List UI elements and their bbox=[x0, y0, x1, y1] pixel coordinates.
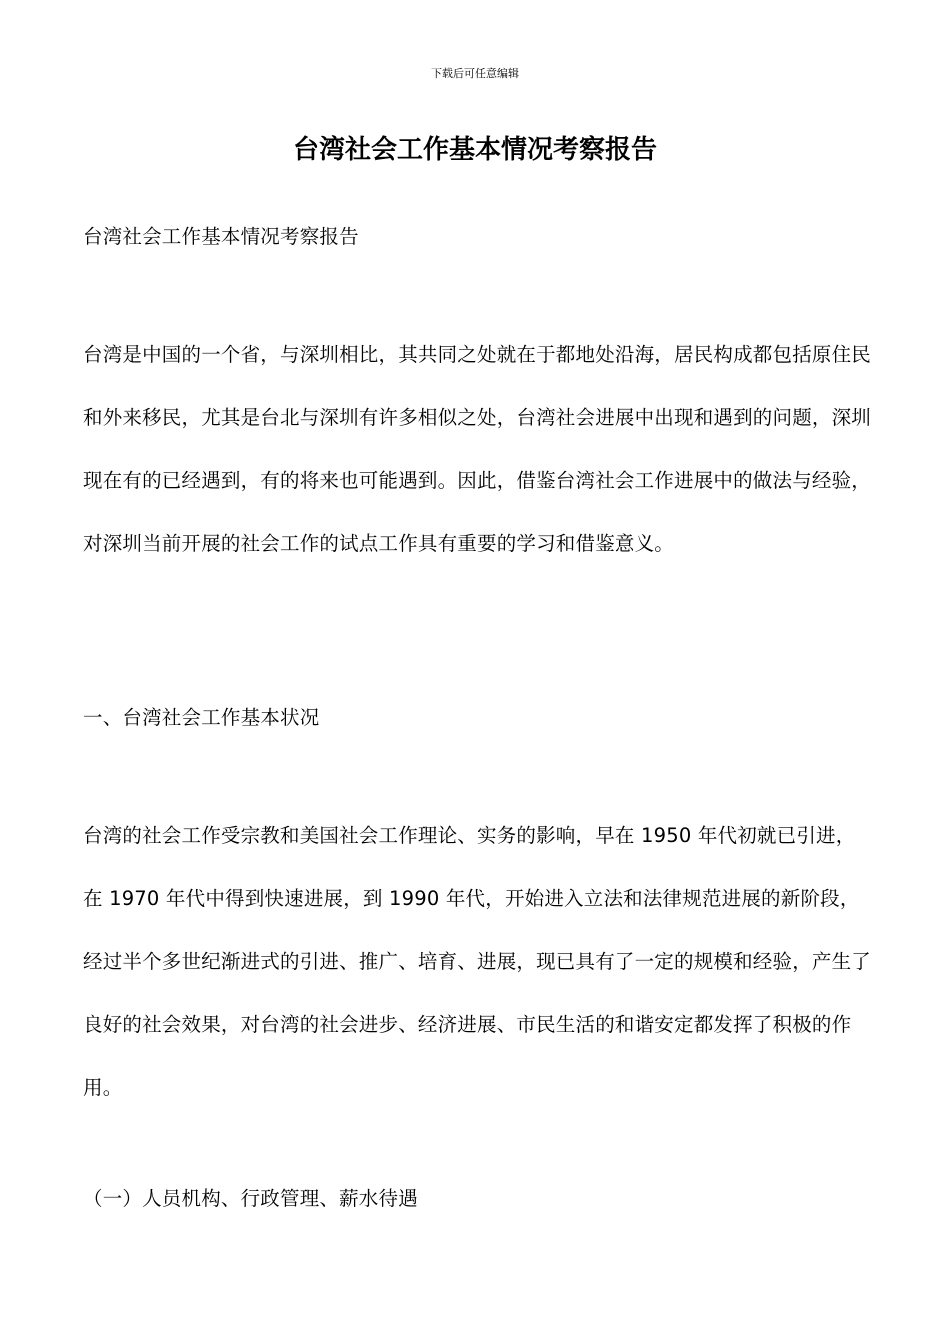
section-paragraph: 台湾的社会工作受宗教和美国社会工作理论、实务的影响，早在 1950 年代初就已引进，在 1970 年代中得到快速进展，到 1990 年代，开始进入立法和法律规范进展的新阶段，经过半个多世纪渐进式的引进、推广、培育、进展，现已具有了一定的规模和经验，产生了良好的社会效果，对台湾的社会进步、经济进展、市民生活的和谐安定都发挥了积极的作用。 bbox=[83, 824, 872, 1099]
section-heading: 一、台湾社会工作基本状况 bbox=[83, 706, 320, 729]
document-subtitle: 台湾社会工作基本情况考察报告 bbox=[83, 225, 359, 248]
intro-paragraph: 台湾是中国的一个省，与深圳相比，其共同之处就在于都地处沿海，居民构成都包括原住民和外来移民，尤其是台北与深圳有许多相似之处，台湾社会进展中出现和遇到的问题，深圳现在有的已经遇到，有的将来也可能遇到。因此，借鉴台湾社会工作进展中的做法与经验，对深圳当前开展的社会工作的试点工作具有重要的学习和借鉴意义。 bbox=[83, 343, 872, 555]
download-note: 下载后可任意编辑 bbox=[431, 67, 519, 80]
document-title: 台湾社会工作基本情况考察报告 bbox=[292, 135, 657, 165]
subsection-heading: （一）人员机构、行政管理、薪水待遇 bbox=[83, 1187, 418, 1210]
